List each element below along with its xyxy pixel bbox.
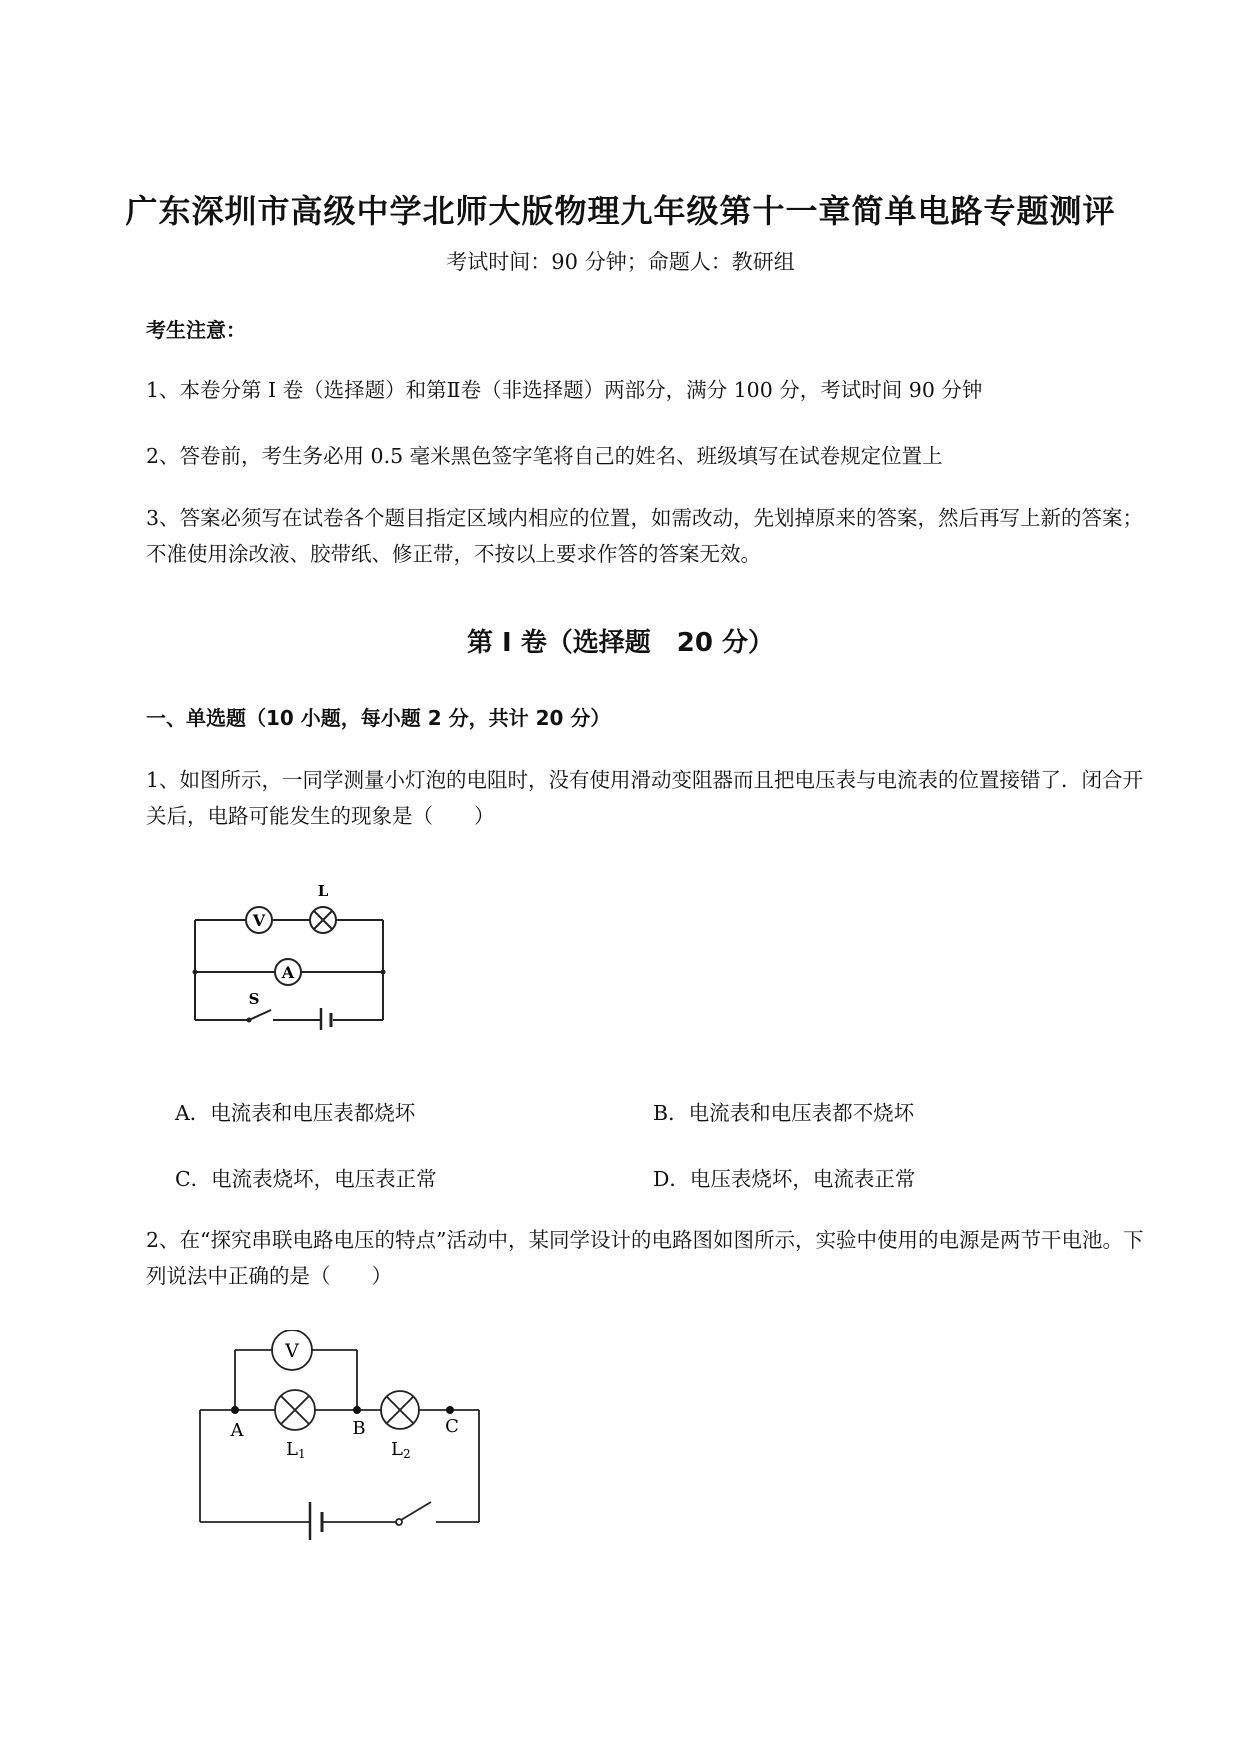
option-d[interactable]: D．电压表烧坏，电流表正常 (653, 1167, 916, 1191)
page-title: 广东深圳市高级中学北师大版物理九年级第十一章简单电路专题测评 (125, 192, 1116, 230)
question-1-stem: 1、如图所示，一同学测量小灯泡的电阻时，没有使用滑动变阻器而且把电压表与电流表的位置接错了．闭合开关后，电路可能发生的现象是（ ） (146, 768, 1144, 828)
question-2-circuit-figure (195, 1330, 495, 1540)
ammeter-label: A (281, 963, 295, 982)
voltmeter-label: V (252, 911, 266, 930)
question-1-circuit-figure (185, 880, 395, 1030)
notice-item-2: 2、答卷前，考生务必用 0.5 毫米黑色签字笔将自己的姓名、班级填写在试卷规定位置上 (146, 444, 943, 468)
part-heading: 一、单选题（10 小题，每小题 2 分，共计 20 分） (146, 706, 611, 730)
option-c[interactable]: C．电流表烧坏，电压表正常 (175, 1167, 437, 1191)
switch-label: S (248, 990, 260, 1008)
notice-item-3: 3、答案必须写在试卷各个题目指定区域内相应的位置，如需改动，先划掉原来的答案，然后再写上新的答案；不准使用涂改液、胶带纸、修正带，不按以上要求作答的答案无效。 (146, 506, 1144, 566)
lamp1-label: L1 (286, 1439, 306, 1461)
point-c-label: C (445, 1416, 459, 1437)
point-b-label: B (352, 1418, 366, 1439)
voltmeter-label-2: V (285, 1340, 299, 1362)
question-2-stem: 2、在“探究串联电路电压的特点”活动中，某同学设计的电路图如图所示，实验中使用的电源是两节干电池。下列说法中正确的是（ ） (146, 1228, 1144, 1288)
exam-info: 考试时间：90 分钟；命题人：教研组 (446, 250, 795, 274)
lamp2-label: L2 (391, 1439, 411, 1461)
point-a-label: A (230, 1420, 244, 1441)
option-a[interactable]: A．电流表和电压表都烧坏 (175, 1101, 416, 1125)
option-b[interactable]: B．电流表和电压表都不烧坏 (653, 1101, 915, 1125)
lamp-label: L (317, 882, 329, 900)
notice-heading: 考生注意： (146, 318, 246, 342)
notice-item-1: 1、本卷分第 I 卷（选择题）和第Ⅱ卷（非选择题）两部分，满分 100 分，考试时间 90 分钟 (146, 378, 983, 402)
section-title: 第 I 卷（选择题 20 分） (466, 628, 774, 658)
